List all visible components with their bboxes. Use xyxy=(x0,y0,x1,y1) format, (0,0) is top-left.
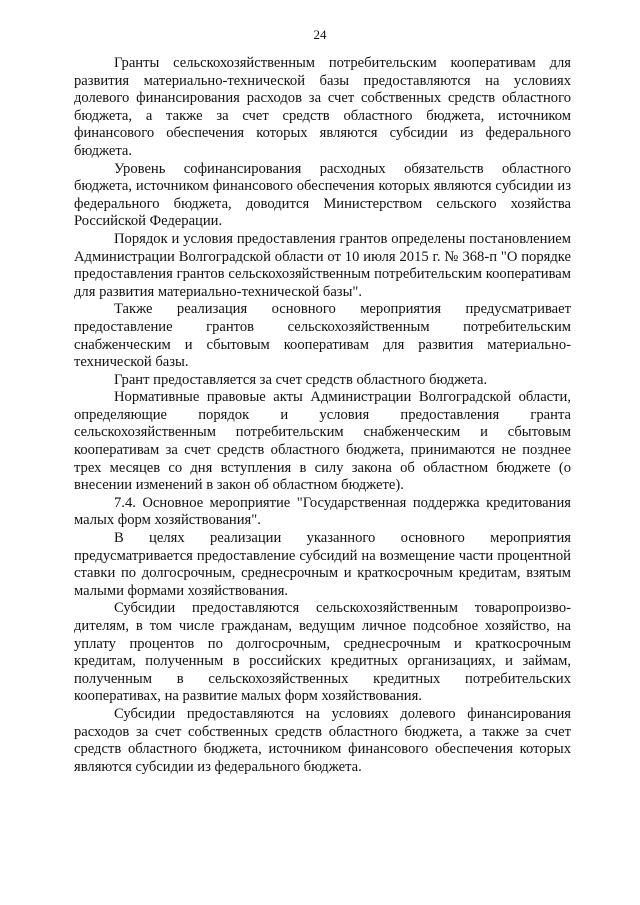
paragraph-grant-source: Грант предоставляется за счет средств областного бюджета. xyxy=(114,371,488,388)
paragraph-cofinancing-level: Уровень софинансирования расходных обязательств областного бюджета, источником финансового обеспечения которых являются субсидии из федерального бюджета, доводится Министерством сельского хозяйства Российской Федерации. xyxy=(74,160,571,230)
page-number: 24 xyxy=(313,27,327,42)
paragraph-subsidy-recipients: Субсидии предоставляются сельскохозяйственным товаропроизводителям, в том числе гражданам, ведущим личное подсобное хозяйство, на уплату процентов по долгосрочным, среднесрочным и краткосрочным кредитам, полученным в российских кредитных организациях, и займам, полученным в сельскохозяйственных кредитных потребительских кооперативах, на развитие малых форм хозяйствования. xyxy=(74,600,571,705)
section-heading-7-4: 7.4. Основное мероприятие "Государственная поддержка кредитования малых форм хозяйствования". xyxy=(74,494,571,529)
paragraph-grant-procedure: Порядок и условия предоставления грантов определены постановлением Администрации Волгоградской области от 10 июля 2015 г. № 368-п "О порядке предоставления грантов сельскохозяйственным потребительским кооперативам для развития материально-технической базы". xyxy=(74,230,571,300)
paragraph-grants-funding: Гранты сельскохозяйственным потребительским кооперативам для развития материально-технической базы предоставляются на условиях долевого финансирования расходов за счет собственных средств областного бюджета, а также за счет средств областного бюджета, источником финансового обеспечения которых являются субсидии из федерального бюджета. xyxy=(74,55,571,159)
paragraph-subsidy-conditions: Субсидии предоставляются на условиях долевого финансирования расходов за счет собственных средств областного бюджета, а также за счет средств областного бюджета, источником финансового обеспечения которых являются субсидии из федерального бюджета. xyxy=(74,705,571,775)
paragraph-interest-subsidies: В целях реализации указанного основного мероприятия предусматривается предоставление субсидий на возмещение части процентной ставки по долгосрочным, среднесрочным и краткосрочным кредитам, взятым малыми формами хозяйствования. xyxy=(74,530,571,599)
document-body xyxy=(74,55,571,776)
paragraph-normative-acts: Нормативные правовые акты Администрации Волгоградской области, определяющие порядок и условия предоставления гранта сельскохозяйственным потребительским снабженческим и сбытовым кооперативам за счет средств областного бюджета, принимаются не позднее трех месяцев со дня вступления в силу закона об областном бюджете (о внесении изменений в закон об областном бюджете). xyxy=(74,389,571,494)
paragraph-supply-marketing-grants: Также реализация основного мероприятия предусматривает предоставление грантов сельскохозяйственным потребительским снабженческим и сбытовым кооперативам для развития материально-технической базы. xyxy=(74,301,571,371)
